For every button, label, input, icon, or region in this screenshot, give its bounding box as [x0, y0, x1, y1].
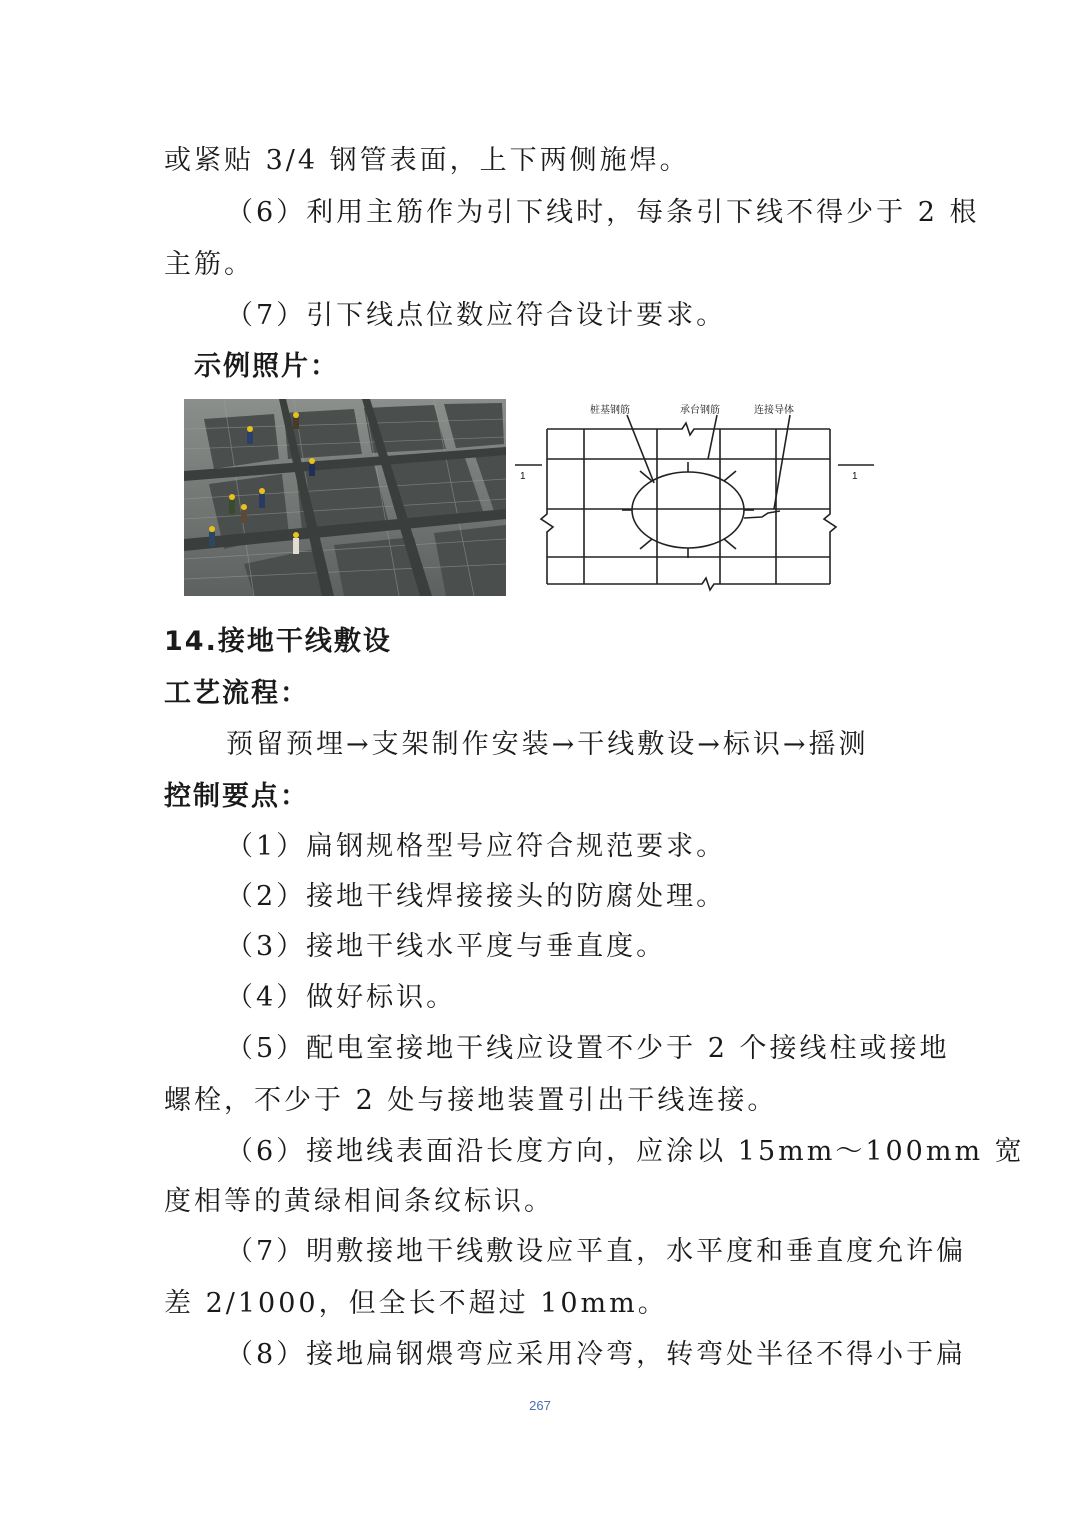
label-cap-rebar: 承台钢筋 — [680, 405, 720, 416]
control-point-8a: （8）接地扁钢煨弯应采用冷弯，转弯处半径不得小于扁 — [226, 1339, 967, 1370]
rebar-site-photo — [184, 399, 506, 596]
control-point-2: （2）接地干线焊接接头的防腐处理。 — [226, 881, 727, 912]
section-heading: 14.接地干线敷设 — [164, 626, 392, 657]
control-point-5b: 螺栓，不少于 2 处与接地装置引出干线连接。 — [164, 1085, 778, 1116]
control-point-3: （3）接地干线水平度与垂直度。 — [226, 931, 667, 962]
page-number: 267 — [529, 1398, 551, 1413]
control-points-heading: 控制要点： — [164, 781, 309, 812]
label-pile-rebar: 桩基钢筋 — [590, 405, 630, 416]
control-point-5a: （5）配电室接地干线应设置不少于 2 个接线柱或接地 — [226, 1033, 950, 1064]
control-point-6a: （6）接地线表面沿长度方向，应涂以 15mm～100mm 宽 — [226, 1136, 1025, 1167]
control-point-7a: （7）明敷接地干线敷设应平直，水平度和垂直度允许偏 — [226, 1236, 967, 1267]
label-connection-conductor: 连接导体 — [754, 405, 794, 416]
section-mark-right: 1 — [852, 471, 858, 482]
control-point-7b: 差 2/1000，但全长不超过 10mm。 — [164, 1288, 668, 1319]
example-photos-heading: 示例照片： — [194, 351, 339, 382]
control-point-6b: 度相等的黄绿相间条纹标识。 — [164, 1186, 554, 1217]
text-line-4: （7）引下线点位数应符合设计要求。 — [226, 300, 727, 331]
control-point-4: （4）做好标识。 — [226, 982, 457, 1013]
process-flow-heading: 工艺流程： — [164, 678, 309, 709]
section-mark-left: 1 — [520, 471, 526, 482]
control-point-1: （1）扁钢规格型号应符合规范要求。 — [226, 831, 727, 862]
text-line-1: 或紧贴 3/4 钢管表面，上下两侧施焊。 — [164, 145, 690, 176]
text-line-3: 主筋。 — [164, 249, 254, 280]
text-line-2: （6）利用主筋作为引下线时，每条引下线不得少于 2 根 — [226, 197, 980, 228]
process-flow-text: 预留预埋→支架制作安装→干线敷设→标识→摇测 — [226, 729, 869, 760]
rebar-connection-diagram — [512, 399, 880, 596]
